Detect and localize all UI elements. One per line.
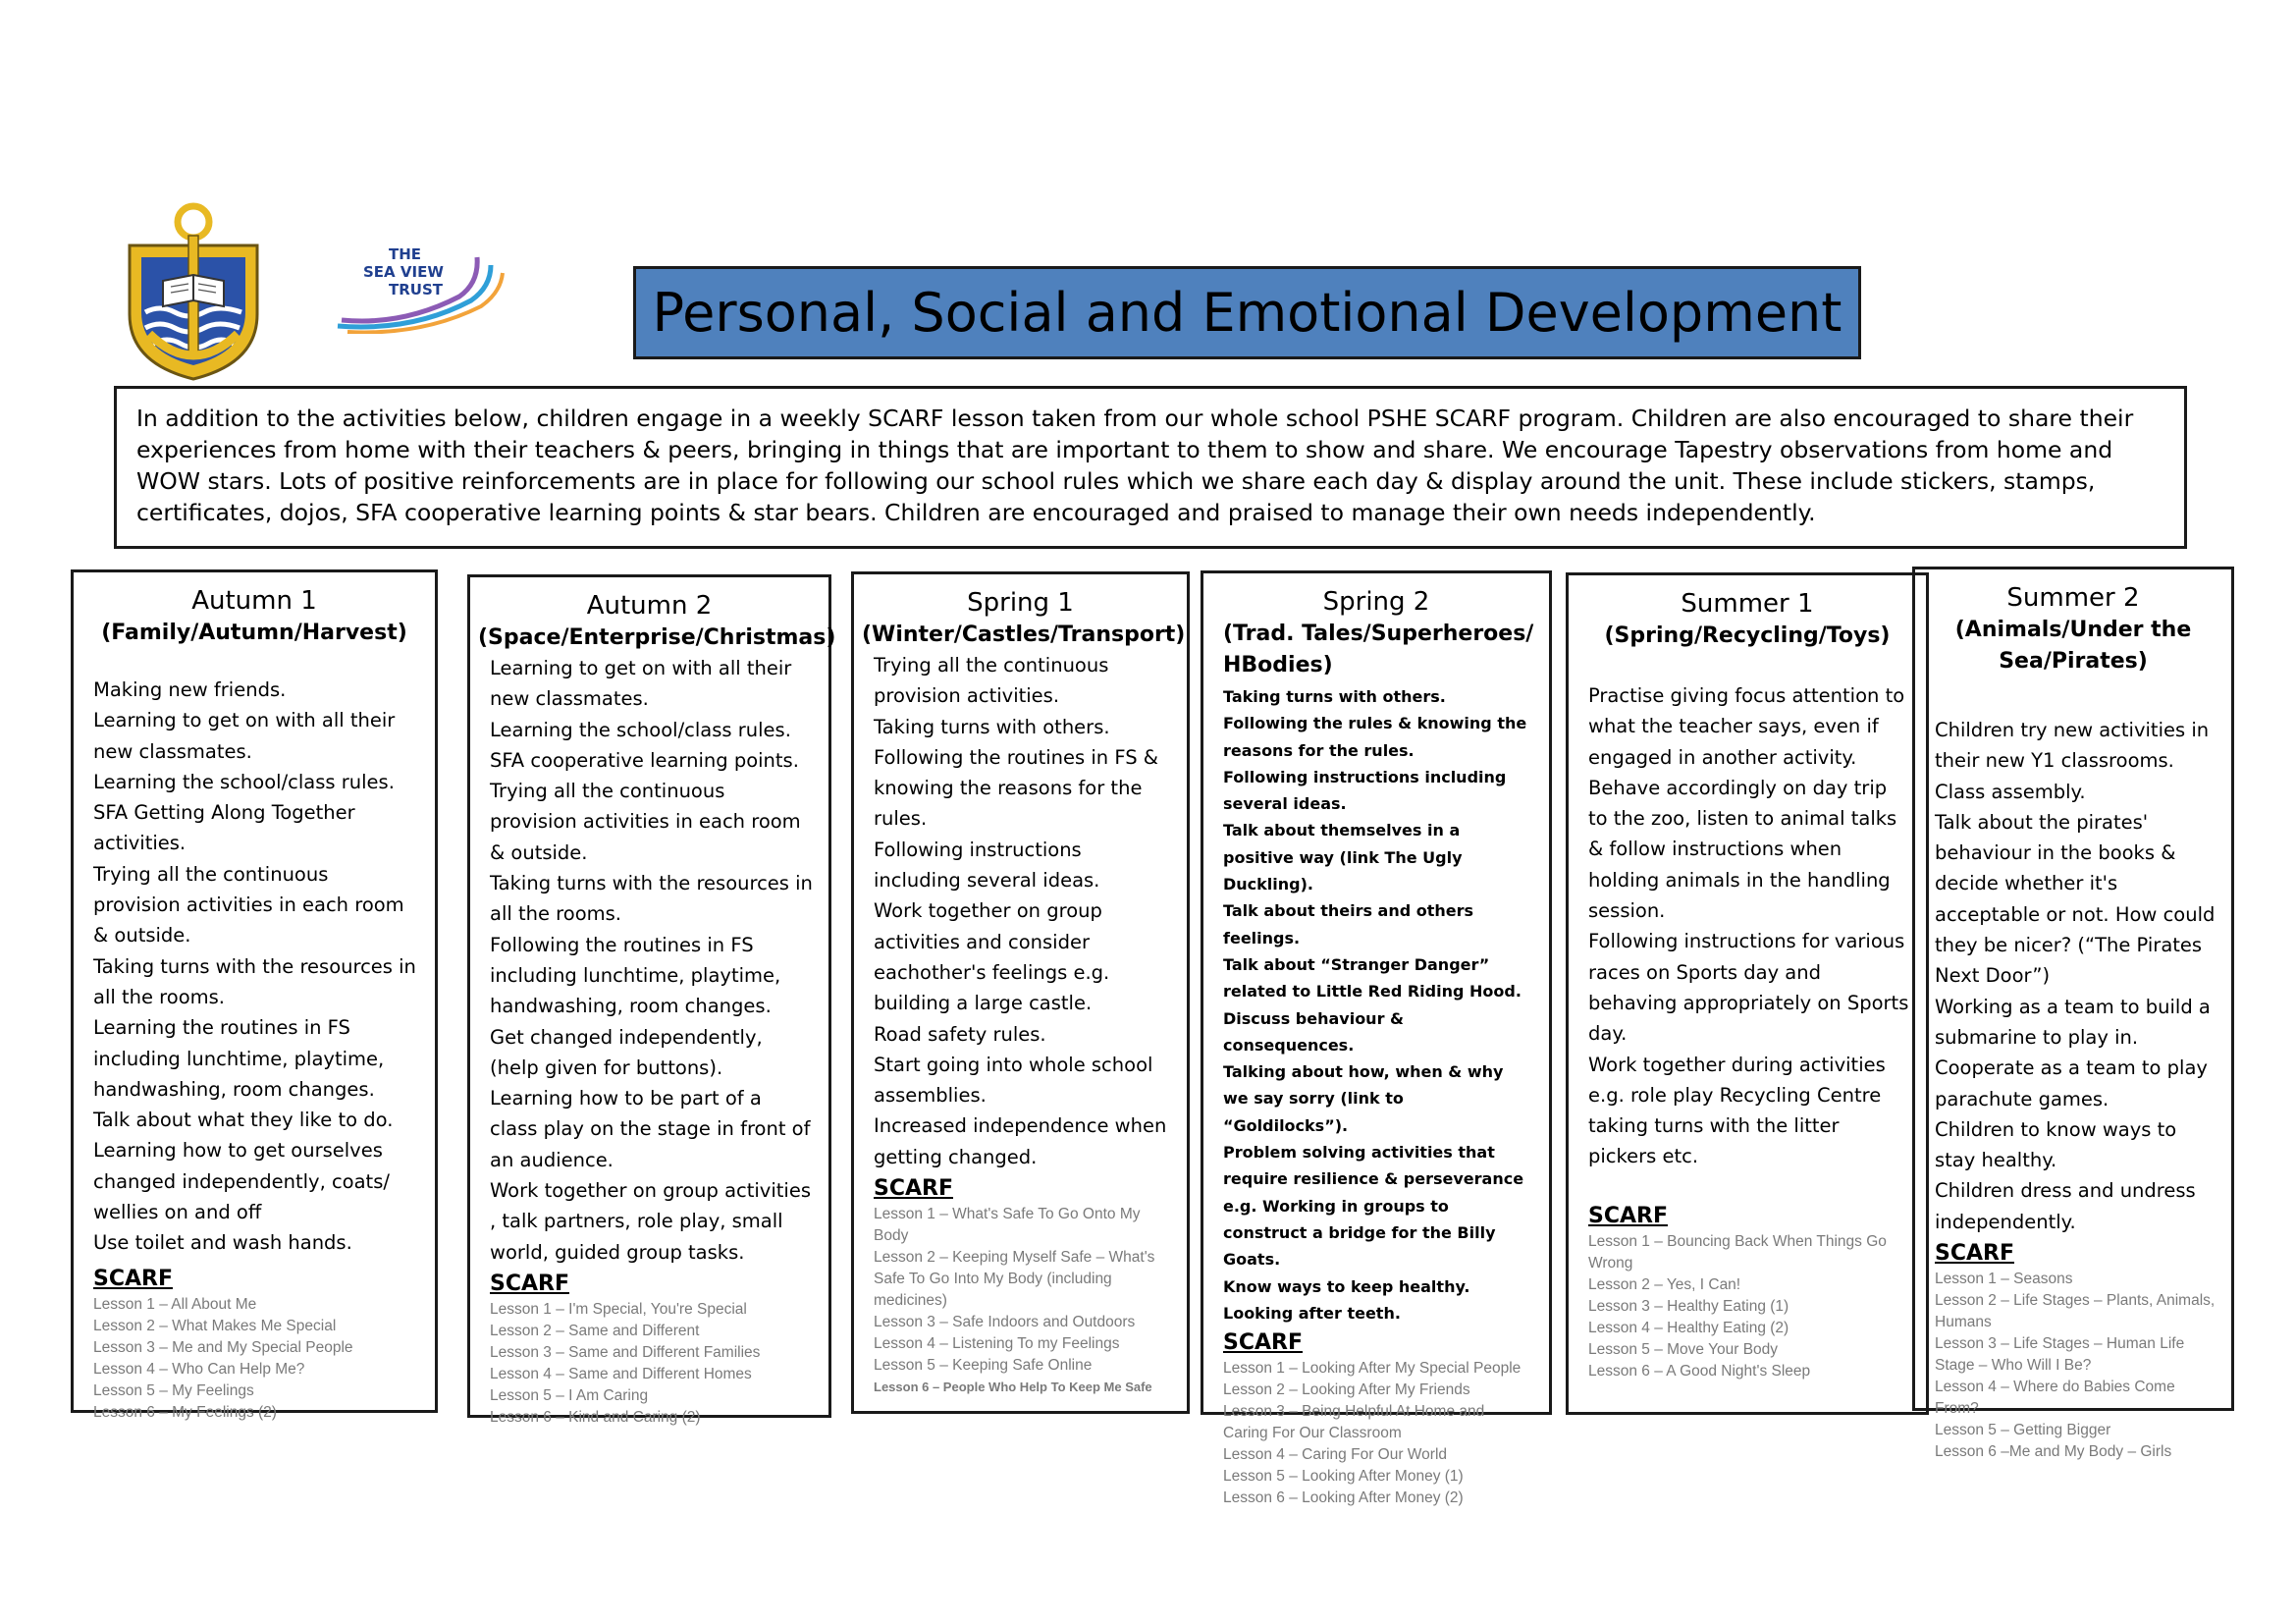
scarf-lesson-item: Lesson 4 – Healthy Eating (2) (1588, 1319, 1789, 1336)
scarf-lesson-item: Lesson 3 – Safe Indoors and Outdoors (874, 1314, 1136, 1331)
activity-item: Learning to get on with all their new classmates. (93, 709, 396, 763)
scarf-lesson-item: Lesson 2 – What Makes Me Special (93, 1317, 337, 1334)
activity-item: Talk about themselves in a positive way (link The Ugly Duckling). (1223, 821, 1463, 894)
scarf-lesson-item: Lesson 2 – Yes, I Can! (1588, 1275, 1741, 1293)
term-title: Summer 1 (1681, 589, 1814, 619)
activity-item: Following instructions including several ideas. (1223, 767, 1507, 814)
activity-item: Trying all the continuous provision activities in each room & outside. (490, 780, 801, 864)
term-body (490, 653, 813, 1429)
activity-item: Know ways to keep healthy. Looking after teeth. (1223, 1276, 1470, 1323)
term-theme: (Family/Autumn/Harvest) (101, 621, 407, 645)
activity-item: Learning the routines in FS including lunchtime, playtime, handwashing, room changes. (93, 1016, 385, 1101)
scarf-lesson-item: Lesson 6 – Looking After Money (2) (1223, 1489, 1464, 1507)
scarf-heading: SCARF (1223, 1330, 1303, 1356)
term-column-spring-2 (1201, 570, 1552, 1507)
scarf-lesson-list (93, 1294, 419, 1424)
activity-item: Work together during activities e.g. role play Recycling Centre taking turns with the litter pickers etc. (1588, 1053, 1886, 1168)
activity-item: Working as a team to build a submarine to play in. (1935, 995, 2211, 1049)
term-column-autumn-2 (467, 574, 836, 1426)
term-theme: (Spring/Recycling/Toys) (1604, 623, 1891, 648)
activity-item: Following the rules & knowing the reasons for the rules. (1223, 714, 1527, 760)
term-body (1935, 715, 2216, 1463)
term-column-autumn-1 (71, 569, 438, 1421)
scarf-heading: SCARF (93, 1266, 173, 1291)
activity-item: Taking turns with others. (1223, 687, 1446, 706)
activity-item: Talk about the pirates' behaviour in the books & decide whether it's acceptable or not. How could they be nicer? (“The Pirates Next Door”) (1935, 810, 2216, 988)
scarf-lesson-item: Lesson 2 – Looking After My Friends (1223, 1381, 1470, 1399)
term-body (1223, 683, 1533, 1509)
scarf-lesson-item: Lesson 5 – Looking After Money (1) (1223, 1468, 1464, 1486)
term-theme: (Trad. Tales/Superheroes/ HBodies) (1223, 622, 1534, 677)
term-column-summer-1 (1566, 572, 1929, 1415)
scarf-lesson-item: Lesson 3 – Life Stages – Human Life Stage – Who Will I Be? (1935, 1335, 2185, 1375)
scarf-lesson-item: Lesson 1 – Bouncing Back When Things Go Wrong (1588, 1232, 1887, 1272)
activity-item: Class assembly. (1935, 780, 2086, 803)
activity-item: Trying all the continuous provision activities. (874, 654, 1109, 708)
term-title: Summer 2 (2006, 583, 2140, 613)
svg-text:TRUST: TRUST (389, 281, 443, 298)
activity-item: Taking turns with the resources in all the rooms. (490, 872, 813, 926)
term-title: Autumn 1 (191, 586, 317, 616)
activity-item: Cooperate as a team to play parachute games. (1935, 1056, 2208, 1110)
activity-item: Start going into whole school assemblies. (874, 1053, 1153, 1108)
scarf-lesson-item: Lesson 1 – Looking After My Special People (1223, 1360, 1522, 1378)
scarf-lesson-item: Lesson 1 – I'm Special, You're Special (490, 1300, 747, 1318)
scarf-lesson-list (1935, 1269, 2216, 1463)
scarf-lesson-item: Lesson 5 – Move Your Body (1588, 1340, 1779, 1358)
activity-item: Practise giving focus attention to what the teacher says, even if engaged in another activity. (1588, 684, 1905, 769)
term-header (478, 589, 836, 654)
scarf-lesson-list (1223, 1358, 1533, 1509)
scarf-lesson-list (490, 1299, 813, 1429)
scarf-lesson-item: Lesson 5 – Keeping Safe Online (874, 1357, 1093, 1375)
scarf-lesson-item: Lesson 2 – Life Stages – Plants, Animals, Humans (1935, 1292, 2216, 1331)
activity-list (93, 675, 419, 1259)
term-body (874, 650, 1171, 1398)
activity-item: Trying all the continuous provision activities in each room & outside. (93, 862, 404, 947)
scarf-lesson-item: Lesson 4 – Where do Babies Come From? (1935, 1379, 2175, 1418)
activity-item: Talk about what they like to do. (93, 1109, 394, 1132)
term-theme: (Space/Enterprise/Christmas) (478, 625, 836, 650)
term-header (1923, 581, 2223, 677)
activity-item: SFA Getting Along Together activities. (93, 801, 355, 855)
activity-item: SFA cooperative learning points. (490, 748, 799, 772)
scarf-heading: SCARF (1935, 1241, 2014, 1267)
scarf-lesson-item: Lesson 2 – Keeping Myself Safe – What's Safe To Go Into My Body (including medicines) (874, 1249, 1155, 1310)
activity-item: Children try new activities in their new Y1 classrooms. (1935, 719, 2210, 773)
scarf-lesson-item: Lesson 1 – Seasons (1935, 1271, 2073, 1288)
term-body (93, 675, 419, 1424)
activity-item: Taking turns with others. (874, 715, 1110, 738)
activity-list (490, 653, 813, 1268)
scarf-lesson-item: Lesson 2 – Same and Different (490, 1322, 700, 1339)
scarf-lesson-item: Lesson 3 – Same and Different Families (490, 1343, 761, 1361)
term-header (1576, 587, 1918, 652)
scarf-lesson-item: Lesson 6 – A Good Night's Sleep (1588, 1362, 1811, 1380)
activity-list (874, 650, 1171, 1172)
svg-text:SEA VIEW: SEA VIEW (363, 263, 444, 281)
scarf-lesson-item: Lesson 6 – Kind and Caring (2) (490, 1408, 701, 1426)
term-header (862, 586, 1186, 651)
scarf-lesson-item: Lesson 3 – Me and My Special People (93, 1338, 353, 1356)
term-theme: (Animals/Under the Sea/Pirates) (1954, 618, 2192, 674)
activity-item: Learning the school/class rules. (93, 770, 395, 793)
term-header (81, 584, 427, 649)
activity-item: Get changed independently, (help given for buttons). (490, 1025, 763, 1079)
activity-item: Increased independence when getting changed. (874, 1114, 1167, 1168)
page-title: Personal, Social and Emotional Development (633, 266, 1861, 359)
activity-item: Following the routines in FS including lunchtime, playtime, handwashing, room changes. (490, 933, 781, 1018)
scarf-lesson-item: Lesson 1 – All About Me (93, 1295, 257, 1313)
term-column-summer-2 (1912, 567, 2234, 1461)
scarf-lesson-item: Lesson 5 – My Feelings (93, 1381, 254, 1399)
term-title: Autumn 2 (586, 591, 713, 621)
scarf-lesson-item: Lesson 5 – Getting Bigger (1935, 1422, 2111, 1439)
activity-item: Behave accordingly on day trip to the zoo, listen to animal talks & follow instructions when holding animals in the handling session. (1588, 776, 1897, 923)
activity-item: Following instructions including several ideas. (874, 838, 1100, 893)
term-title: Spring 2 (1322, 587, 1430, 617)
scarf-lesson-item: Lesson 4 – Caring For Our World (1223, 1446, 1448, 1464)
activity-item: Following instructions for various races on Sports day and behaving appropriately on Sports day. (1588, 930, 1909, 1046)
activity-item: Problem solving activities that require resilience & perseverance e.g. Working in groups to construct a bridge for the Billy Goats. (1223, 1143, 1524, 1270)
activity-item: Learning how to get ourselves changed independently, coats/ wellies on and off (93, 1139, 390, 1224)
sea-view-trust-logo (334, 244, 510, 334)
scarf-lesson-item: Lesson 4 – Who Can Help Me? (93, 1360, 305, 1378)
activity-item: Children to know ways to stay healthy. (1935, 1117, 2177, 1172)
activity-item: Discuss behaviour & consequences. (1223, 1008, 1404, 1055)
activity-item: Talk about “Stranger Danger” related to Little Red Riding Hood. (1223, 954, 1522, 1001)
scarf-lesson-item: Lesson 3 – Being Helpful At Home and Caring For Our Classroom (1223, 1403, 1485, 1442)
scarf-heading: SCARF (874, 1176, 953, 1202)
term-column-spring-1 (851, 571, 1190, 1414)
scarf-lesson-item: Lesson 4 – Same and Different Homes (490, 1365, 752, 1382)
scarf-lesson-item: Lesson 3 – Healthy Eating (1) (1588, 1297, 1789, 1315)
activity-item: Learning the school/class rules. (490, 718, 791, 741)
scarf-heading: SCARF (1588, 1203, 1668, 1228)
activity-item: Following the routines in FS & knowing the reasons for the rules. (874, 745, 1159, 831)
activity-item: Children dress and undress independently. (1935, 1179, 2196, 1233)
term-theme: (Winter/Castles/Transport) (862, 623, 1186, 647)
term-body (1588, 680, 1910, 1382)
activity-item: Work together on group activities , talk partners, role play, small world, guided group tasks. (490, 1179, 811, 1264)
activity-item: Talk about theirs and others feelings. (1223, 901, 1474, 947)
term-header (1211, 585, 1541, 681)
activity-item: Taking turns with the resources in all the rooms. (93, 954, 416, 1008)
activity-item: Work together on group activities and consider eachother's feelings e.g. building a large castle. (874, 899, 1110, 1015)
intro-text: In addition to the activities below, children engage in a weekly SCARF lesson taken from our whole school PSHE SCARF program. Children are also encouraged to share their experiences from home with their teachers & peers, bringing in things that are important to them to show and share. We encourage Tapestry observations from home and WOW stars. Lots of positive reinforcements are in place for following our school rules which we share each day & display around the unit. These include stickers, stamps, certificates, dojos, SFA cooperative learning points & star bears. Children are encouraged and praised to manage their own needs independently. (114, 386, 2187, 549)
scarf-lesson-item: Lesson 4 – Listening To my Feelings (874, 1335, 1120, 1353)
scarf-lesson-item: Lesson 5 – I Am Caring (490, 1386, 649, 1404)
scarf-lesson-item: Lesson 6 – My Feelings (2) (93, 1403, 277, 1421)
scarf-lesson-item: Lesson 6 – People Who Help To Keep Me Safe (874, 1380, 1152, 1395)
activity-list (1223, 683, 1533, 1326)
activity-item: Use toilet and wash hands. (93, 1231, 352, 1255)
activity-item: Talking about how, when & why we say sorry (link to “Goldilocks”). (1223, 1062, 1504, 1135)
activity-item: Learning to get on with all their new classmates. (490, 657, 792, 711)
scarf-lesson-item: Lesson 6 –Me and My Body – Girls (1935, 1443, 2172, 1461)
activity-list (1588, 680, 1910, 1172)
svg-text:THE: THE (389, 245, 422, 263)
activity-item: Making new friends. (93, 678, 287, 701)
activity-item: Road safety rules. (874, 1022, 1046, 1046)
activity-item: Learning how to be part of a class play on the stage in front of an audience. (490, 1087, 811, 1171)
scarf-lesson-item: Lesson 1 – What's Safe To Go Onto My Body (874, 1206, 1141, 1245)
scarf-lesson-list (1588, 1231, 1910, 1382)
scarf-heading: SCARF (490, 1271, 569, 1296)
scarf-lesson-list (874, 1204, 1171, 1398)
term-title: Spring 1 (967, 588, 1074, 618)
activity-list (1935, 715, 2216, 1237)
school-crest-logo (116, 196, 271, 383)
